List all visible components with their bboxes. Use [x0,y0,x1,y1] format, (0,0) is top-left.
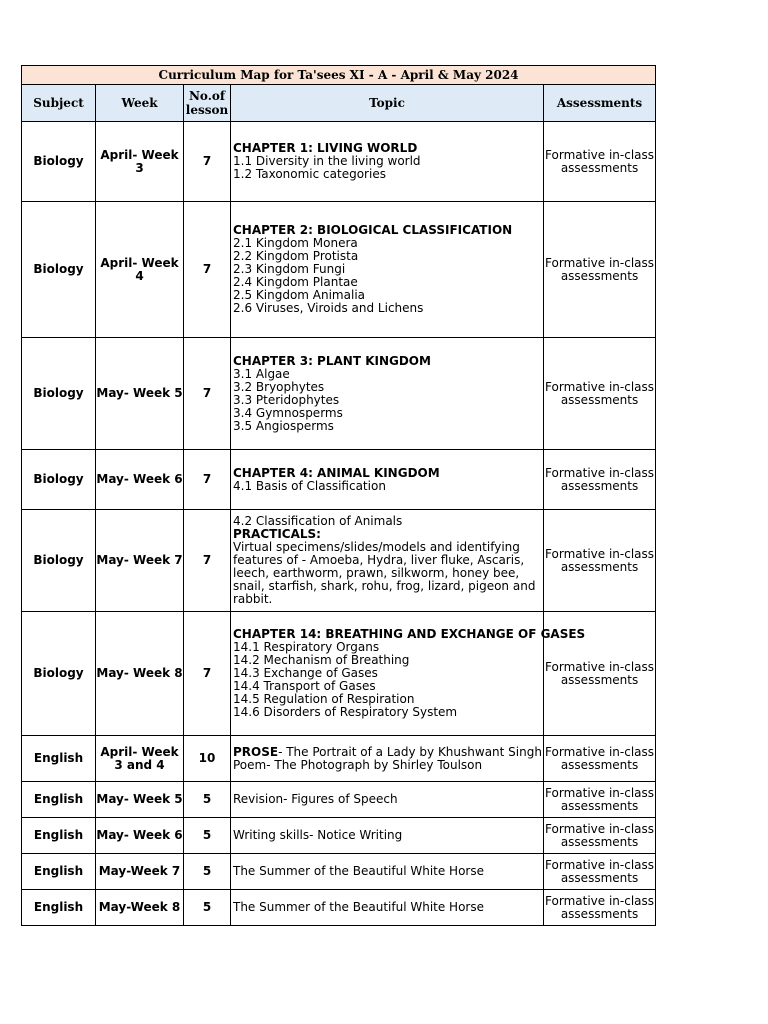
header-row [22,85,656,122]
topic-line-text: CHAPTER 1: LIVING WORLD [233,141,418,155]
topic-cell [231,818,544,854]
assessment-line2: assessments [560,906,639,921]
lessons-cell: 7 [184,338,231,450]
assessment-line2: assessments [560,870,639,885]
topic-line-text: 1.2 Taxonomic categories [233,167,386,181]
header-lessons-line1: No.of [188,89,226,103]
assessment-cell [544,122,656,202]
lessons-cell: 7 [184,122,231,202]
topic-cell [231,612,586,736]
assessment-line2: assessments [560,798,639,813]
lessons-cell: 5 [184,854,231,890]
topic-line-text: PROSE [233,744,279,759]
header-week: Week [96,85,184,122]
assessment-cell [544,736,656,782]
topic-line-text: 3.2 Bryophytes [233,379,325,394]
header-topic: Topic [231,85,544,122]
week-cell: May- Week 7 [96,510,184,612]
week-cell: May-Week 8 [96,890,184,926]
topic-line-text: CHAPTER 2: BIOLOGICAL CLASSIFICATION [233,223,513,237]
subject-cell: English [22,818,96,854]
assessment-line1: Formative in-class [545,379,655,394]
table-row [22,890,656,926]
assessment-cell [544,338,656,450]
assessment-line2: assessments [560,757,639,772]
topic-cell [231,890,544,926]
assessment-cell [544,782,656,818]
topic-line-text: CHAPTER 3: PLANT KINGDOM [233,353,431,368]
topic-line-text: 4.1 Basis of Classification [233,478,386,493]
topic-cell [231,450,544,510]
lessons-cell: 5 [184,782,231,818]
assessment-line1: Formative in-class [545,147,655,162]
topic-line-text: Writing skills- Notice Writing [233,828,403,842]
topic-line-text: 2.4 Kingdom Plantae [233,275,358,289]
subject-cell: English [22,736,96,782]
assessment-line1: Formative in-class [545,465,655,480]
topic-line [233,793,543,806]
topic-line-text: CHAPTER 14: BREATHING AND EXCHANGE OF GASES [233,627,586,641]
topic-cell [231,736,544,782]
topic-line-text: 14.2 Mechanism of Breathing [233,653,410,667]
table-row [22,854,656,890]
lessons-cell: 5 [184,890,231,926]
subject-cell: Biology [22,338,96,450]
table-row [22,818,656,854]
assessment-line1: Formative in-class [545,893,655,908]
topic-line [233,541,543,606]
topic-line-text: 14.1 Respiratory Organs [233,640,380,654]
subject-cell: English [22,782,96,818]
assessment-cell [544,202,656,338]
topic-line-text: Virtual specimens/slides/models and identifying features of - Amoeba, Hydra, liver fluke, Ascaris, leech, earthworm, prawn, silkworm, honey bee, snail, starfish, shark, rohu, frog, lizard, pigeon and rabbit. [233,540,536,606]
assessment-line1: Formative in-class [545,857,655,872]
subject-cell: English [22,854,96,890]
topic-line [233,759,543,772]
topic-line-text: 1.1 Diversity in the living world [233,154,421,168]
week-cell: May- Week 5 [96,338,184,450]
topic-cell [231,782,544,818]
topic-line-text: 2.2 Kingdom Protista [233,249,359,263]
subject-cell: Biology [22,612,96,736]
topic-line-text: 3.3 Pteridophytes [233,392,340,407]
header-lessons [184,85,231,122]
topic-line [233,829,543,842]
topic-cell [231,510,544,612]
topic-line-text: 2.1 Kingdom Monera [233,236,358,250]
topic-line [233,480,543,493]
header-lessons-line2: lesson [185,103,229,117]
lessons-cell: 7 [184,510,231,612]
subject-cell: Biology [22,510,96,612]
topic-line-text: 14.3 Exchange of Gases [233,666,378,680]
table-row [22,122,656,202]
week-cell: May- Week 5 [96,782,184,818]
topic-line [233,302,543,315]
topic-line [233,706,543,719]
assessment-line2: assessments [560,672,639,687]
topic-line-text: The Summer of the Beautiful White Horse [233,864,484,878]
lessons-cell: 5 [184,818,231,854]
topic-line-text: 3.1 Algae [233,366,290,381]
topic-line [233,901,543,914]
assessment-line1: Formative in-class [545,821,655,836]
assessment-line2: assessments [560,559,639,574]
assessment-line2: assessments [560,392,639,407]
assessment-cell [544,854,656,890]
assessment-line1: Formative in-class [545,785,655,800]
week-cell: May- Week 8 [96,612,184,736]
topic-line-text: 4.2 Classification of Animals [233,514,403,528]
topic-line [233,420,543,433]
assessment-line1: Formative in-class [545,255,655,270]
assessment-cell [544,450,656,510]
week-cell: April- Week 3 and 4 [96,736,184,782]
topic-line-text: Revision- Figures of Speech [233,792,398,806]
subject-cell: Biology [22,122,96,202]
topic-line-text: 3.5 Angiosperms [233,418,334,433]
table-row [22,450,656,510]
topic-line-suffix: - The Portrait of a Lady by Khushwant Singh [278,744,542,759]
assessment-line2: assessments [560,160,639,175]
topic-line-text: 3.4 Gymnosperms [233,405,343,420]
topic-line-text: PRACTICALS: [233,527,321,541]
table-row [22,736,656,782]
topic-line [233,168,543,181]
lessons-cell: 7 [184,202,231,338]
topic-line-text: 2.3 Kingdom Fungi [233,262,346,276]
topic-line-text: 14.5 Regulation of Respiration [233,692,415,706]
header-assessments: Assessments [544,85,656,122]
week-cell: May- Week 6 [96,450,184,510]
assessment-line2: assessments [560,834,639,849]
table-row [22,202,656,338]
topic-line [233,865,543,878]
topic-line-text: 2.5 Kingdom Animalia [233,288,365,302]
table-row [22,510,656,612]
lessons-cell: 10 [184,736,231,782]
header-subject: Subject [22,85,96,122]
topic-cell [231,338,544,450]
week-cell: May- Week 6 [96,818,184,854]
topic-line-text: 14.6 Disorders of Respiratory System [233,705,458,719]
assessment-line2: assessments [560,478,639,493]
topic-line-text: 2.6 Viruses, Viroids and Lichens [233,301,424,315]
topic-cell [231,122,544,202]
assessment-cell [544,890,656,926]
table-row [22,612,656,736]
subject-cell: English [22,890,96,926]
assessment-cell [544,510,656,612]
subject-cell: Biology [22,450,96,510]
week-cell: May-Week 7 [96,854,184,890]
topic-cell [231,202,544,338]
topic-line-text: 14.4 Transport of Gases [233,679,376,693]
assessment-cell [544,818,656,854]
subject-cell: Biology [22,202,96,338]
table-title: Curriculum Map for Ta'sees XI - A - April & May 2024 [22,66,656,85]
assessment-line1: Formative in-class [545,744,655,759]
table-row [22,782,656,818]
week-cell: April- Week 3 [96,122,184,202]
topic-line-text: The Summer of the Beautiful White Horse [233,900,484,914]
lessons-cell: 7 [184,612,231,736]
topic-line-text: Poem- The Photograph by Shirley Toulson [233,757,483,772]
topic-cell [231,854,544,890]
week-cell: April- Week 4 [96,202,184,338]
curriculum-table [21,65,656,926]
assessment-line1: Formative in-class [545,546,655,561]
table-row [22,338,656,450]
topic-line-text: CHAPTER 4: ANIMAL KINGDOM [233,465,440,480]
lessons-cell: 7 [184,450,231,510]
assessment-line2: assessments [560,268,639,283]
assessment-line1: Formative in-class [545,659,655,674]
